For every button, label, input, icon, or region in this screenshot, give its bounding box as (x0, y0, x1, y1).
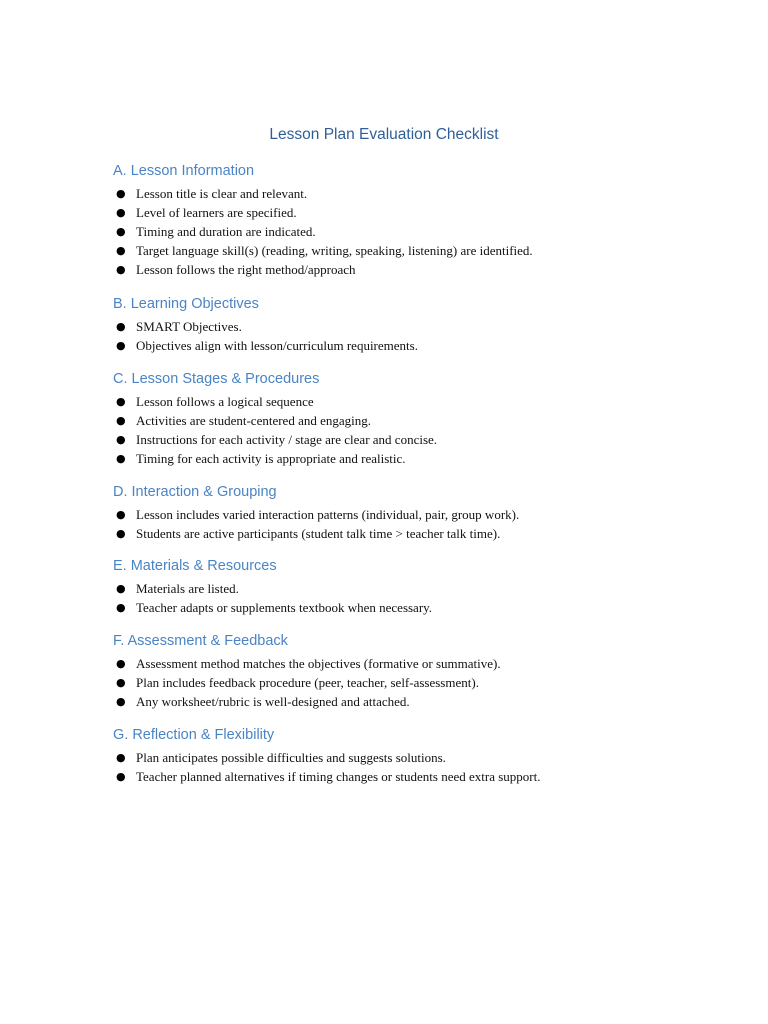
checklist-item-text: Plan anticipates possible difficulties and suggests solutions. (136, 750, 446, 765)
bullet-icon: ● (116, 187, 126, 200)
checklist-item (113, 748, 713, 767)
checklist-item (113, 505, 713, 524)
bullet-icon: ● (116, 508, 126, 521)
section-heading: F. Assessment & Feedback (113, 633, 288, 649)
checklist-item (113, 654, 713, 673)
checklist-item-text: Level of learners are specified. (136, 205, 297, 220)
bullet-icon: ● (116, 452, 126, 465)
checklist-item-text: Lesson follows a logical sequence (136, 394, 314, 409)
checklist-item-text: Students are active participants (student talk time > teacher talk time). (136, 526, 501, 541)
bullet-icon: ● (116, 414, 126, 427)
checklist-item (113, 260, 713, 279)
checklist-item-text: Activities are student-centered and engaging. (136, 413, 371, 428)
bullet-icon: ● (116, 225, 126, 238)
bullet-icon: ● (116, 244, 126, 257)
checklist (113, 317, 713, 355)
checklist-item-text: Timing and duration are indicated. (136, 224, 316, 239)
checklist-item (113, 241, 713, 260)
bullet-icon: ● (116, 676, 126, 689)
checklist-item (113, 692, 713, 711)
checklist-item (113, 673, 713, 692)
checklist (113, 392, 713, 468)
checklist-item (113, 449, 713, 468)
checklist (113, 579, 713, 617)
checklist-item (113, 411, 713, 430)
section-learning-objectives (113, 294, 713, 355)
section-lesson-stages-procedures (113, 369, 713, 468)
checklist-item (113, 579, 713, 598)
checklist-item (113, 767, 713, 786)
bullet-icon: ● (116, 751, 126, 764)
checklist-item (113, 392, 713, 411)
bullet-icon: ● (116, 527, 126, 540)
checklist-item (113, 524, 713, 543)
section-heading: E. Materials & Resources (113, 558, 277, 574)
checklist (113, 654, 713, 711)
bullet-icon: ● (116, 657, 126, 670)
checklist-item (113, 203, 713, 222)
checklist-item-text: Lesson follows the right method/approach (136, 262, 356, 277)
section-reflection-flexibility (113, 725, 713, 786)
checklist-item-text: Timing for each activity is appropriate and realistic. (136, 451, 406, 466)
bullet-icon: ● (116, 601, 126, 614)
section-interaction-grouping (113, 482, 713, 543)
checklist-item-text: Target language skill(s) (reading, writing, speaking, listening) are identified. (136, 243, 533, 258)
section-heading: C. Lesson Stages & Procedures (113, 371, 320, 387)
bullet-icon: ● (116, 320, 126, 333)
section-heading: D. Interaction & Grouping (113, 484, 277, 500)
bullet-icon: ● (116, 206, 126, 219)
checklist-item (113, 336, 713, 355)
checklist-item (113, 430, 713, 449)
checklist-item (113, 598, 713, 617)
bullet-icon: ● (116, 339, 126, 352)
section-heading: G. Reflection & Flexibility (113, 727, 275, 743)
checklist (113, 505, 713, 543)
checklist (113, 184, 713, 279)
section-heading: A. Lesson Information (113, 163, 255, 179)
checklist-item (113, 317, 713, 336)
checklist-item-text: Any worksheet/rubric is well-designed and attached. (136, 694, 410, 709)
checklist-item (113, 184, 713, 203)
checklist-item-text: Lesson title is clear and relevant. (136, 186, 308, 201)
section-materials-resources (113, 556, 713, 617)
bullet-icon: ● (116, 395, 126, 408)
checklist-item-text: Materials are listed. (136, 581, 239, 596)
checklist-item-text: Instructions for each activity / stage are clear and concise. (136, 432, 438, 447)
bullet-icon: ● (116, 770, 126, 783)
checklist-item-text: Lesson includes varied interaction patterns (individual, pair, group work). (136, 507, 520, 522)
checklist-item-text: Objectives align with lesson/curriculum requirements. (136, 338, 418, 353)
checklist-item-text: Assessment method matches the objectives (formative or summative). (136, 656, 501, 671)
checklist-item (113, 222, 713, 241)
bullet-icon: ● (116, 263, 126, 276)
section-assessment-feedback (113, 631, 713, 711)
bullet-icon: ● (116, 582, 126, 595)
section-lesson-information (113, 161, 713, 279)
document-title: Lesson Plan Evaluation Checklist (269, 126, 499, 143)
checklist-item-text: Teacher planned alternatives if timing changes or students need extra support. (136, 769, 541, 784)
checklist-item-text: Plan includes feedback procedure (peer, teacher, self-assessment). (136, 675, 479, 690)
bullet-icon: ● (116, 433, 126, 446)
checklist-item-text: Teacher adapts or supplements textbook when necessary. (136, 600, 433, 615)
bullet-icon: ● (116, 695, 126, 708)
section-heading: B. Learning Objectives (113, 296, 259, 312)
checklist-item-text: SMART Objectives. (136, 319, 242, 334)
checklist (113, 748, 713, 786)
